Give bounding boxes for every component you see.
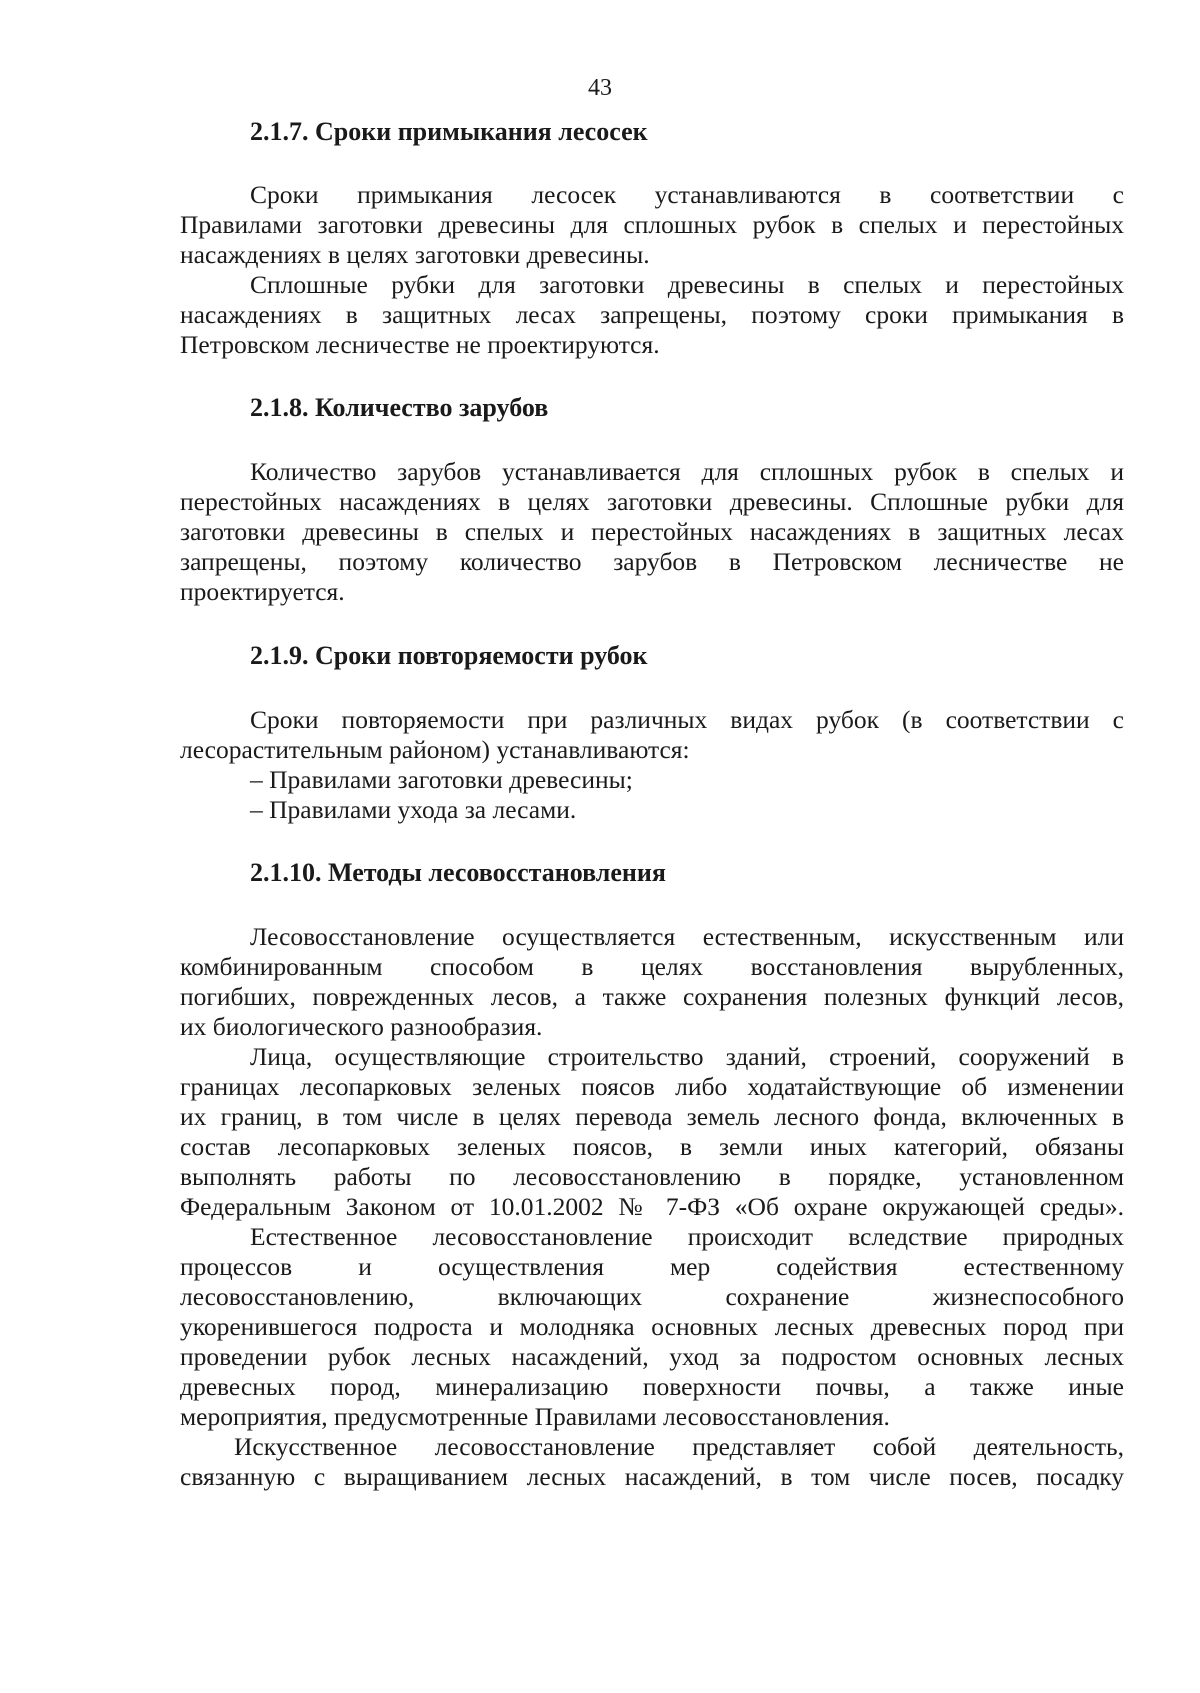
paragraph-line: границах лесопарковых зеленых поясов либо ходатайствующие об изменении (180, 1072, 1124, 1101)
paragraph-line: состав лесопарковых зеленых поясов, в земли иных категорий, обязаны (180, 1132, 1124, 1161)
paragraph-line: процессов и осуществления мер содействия естественному (180, 1252, 1124, 1281)
paragraph-line: их границ, в том числе в целях перевода земель лесного фонда, включенных в (180, 1102, 1124, 1131)
paragraph-line: Естественное лесовосстановление происходит вследствие природных (250, 1222, 1124, 1251)
section-heading-2-1-10: 2.1.10. Методы лесовосстановления (250, 858, 666, 887)
paragraph-line: выполнять работы по лесовосстановлению в порядке, установленном (180, 1162, 1124, 1191)
section-heading-2-1-9: 2.1.9. Сроки повторяемости рубок (250, 641, 648, 670)
paragraph-line: комбинированным способом в целях восстановления вырубленных, (180, 952, 1124, 981)
list-item: – Правилами ухода за лесами. (250, 795, 577, 824)
paragraph-line: Лесовосстановление осуществляется естественным, искусственным или (250, 922, 1124, 951)
paragraph-line: Сплошные рубки для заготовки древесины в спелых и перестойных (250, 270, 1124, 299)
paragraph-line: Сроки повторяемости при различных видах рубок (в соответствии с (250, 705, 1124, 734)
paragraph-line: лесовосстановлению, включающих сохранение жизнеспособного (180, 1282, 1124, 1311)
paragraph-line: погибших, поврежденных лесов, а также сохранения полезных функций лесов, (180, 982, 1124, 1011)
paragraph-line: насаждениях в защитных лесах запрещены, поэтому сроки примыкания в (180, 300, 1124, 329)
paragraph-line: перестойных насаждениях в целях заготовки древесины. Сплошные рубки для (180, 487, 1124, 516)
paragraph-line: Лица, осуществляющие строительство зданий, строений, сооружений в (250, 1042, 1124, 1071)
paragraph-line: Федеральным Законом от 10.01.2002 № 7-ФЗ «Об охране окружающей среды». (180, 1192, 1124, 1221)
paragraph-line: укоренившегося подроста и молодняка основных лесных древесных пород при (180, 1312, 1124, 1341)
paragraph-line: Правилами заготовки древесины для сплошных рубок в спелых и перестойных (180, 210, 1124, 239)
paragraph-line: мероприятия, предусмотренные Правилами лесовосстановления. (180, 1402, 890, 1431)
paragraph-line: их биологического разнообразия. (180, 1012, 543, 1041)
paragraph-line: запрещены, поэтому количество зарубов в Петровском лесничестве не (180, 547, 1124, 576)
paragraph-line: лесорастительным районом) устанавливаются: (180, 735, 690, 764)
section-heading-2-1-7: 2.1.7. Сроки примыкания лесосек (250, 117, 648, 146)
paragraph-line: Количество зарубов устанавливается для сплошных рубок в спелых и (250, 457, 1124, 486)
paragraph-line: древесных пород, минерализацию поверхности почвы, а также иные (180, 1372, 1124, 1401)
paragraph-line: Петровском лесничестве не проектируются. (180, 330, 660, 359)
paragraph-line: проведении рубок лесных насаждений, уход за подростом основных лесных (180, 1342, 1124, 1371)
paragraph-line: Искусственное лесовосстановление представляет собой деятельность, (234, 1432, 1124, 1461)
page-number: 43 (588, 75, 612, 101)
paragraph-line: связанную с выращиванием лесных насаждений, в том числе посев, посадку (180, 1462, 1124, 1491)
paragraph-line: проектируется. (180, 577, 345, 606)
list-item: – Правилами заготовки древесины; (250, 765, 633, 794)
paragraph-line: Сроки примыкания лесосек устанавливаются в соответствии с (250, 180, 1124, 209)
section-heading-2-1-8: 2.1.8. Количество зарубов (250, 393, 549, 422)
paragraph-line: заготовки древесины в спелых и перестойных насаждениях в защитных лесах (180, 517, 1124, 546)
paragraph-line: насаждениях в целях заготовки древесины. (180, 240, 650, 269)
